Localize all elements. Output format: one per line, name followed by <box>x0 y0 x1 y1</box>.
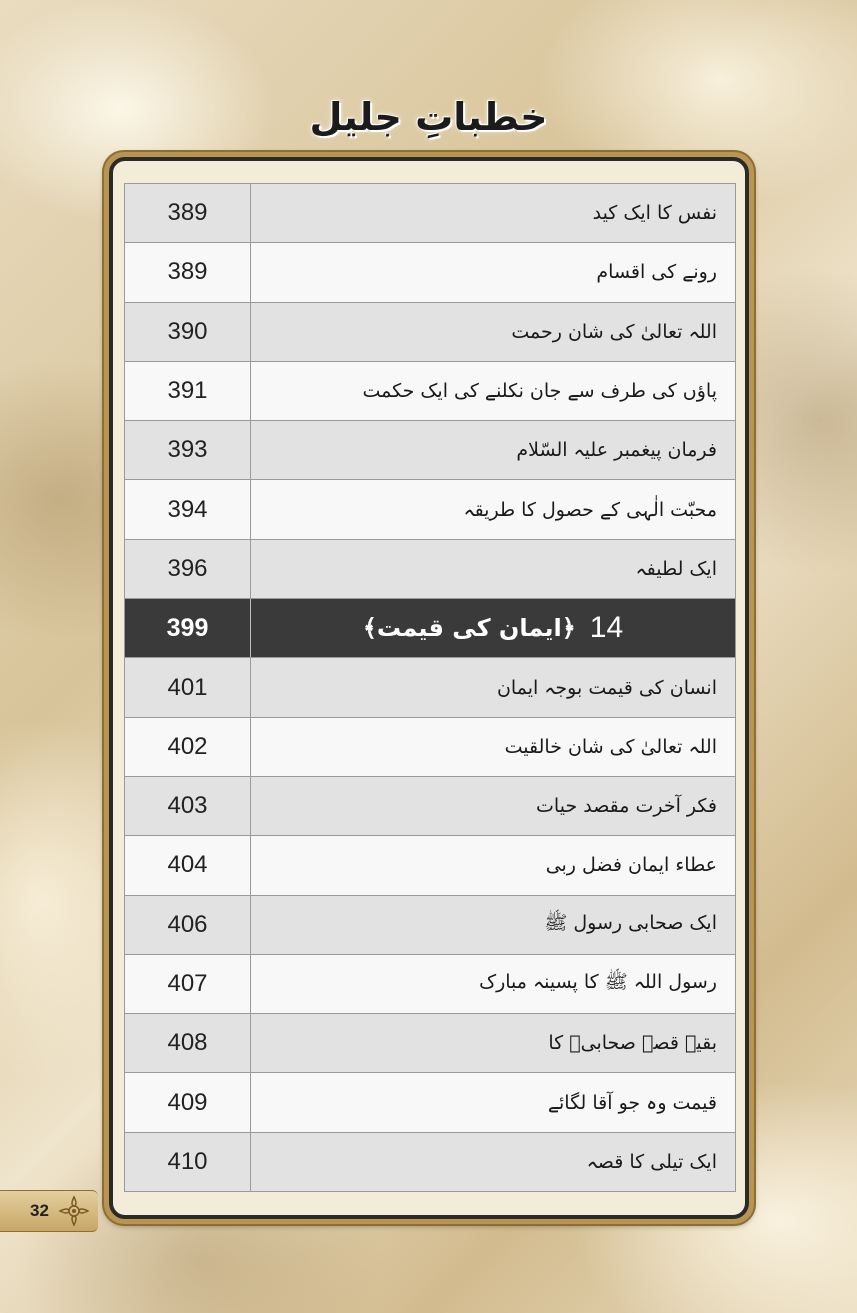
toc-entry-title: ایک تیلی کا قصہ <box>586 1150 717 1173</box>
toc-row[interactable] <box>124 836 736 895</box>
toc-page-number: 406 <box>125 896 251 954</box>
book-title: خطباتِ جلیل <box>309 95 548 139</box>
toc-row[interactable] <box>124 421 736 480</box>
toc-page-number: 389 <box>125 184 251 242</box>
chapter-page-number: 399 <box>125 599 251 657</box>
toc-row[interactable] <box>124 362 736 421</box>
toc-row[interactable] <box>124 303 736 362</box>
toc-row[interactable] <box>124 540 736 599</box>
toc-row[interactable] <box>124 184 736 243</box>
toc-row[interactable] <box>124 1133 736 1192</box>
toc-row[interactable] <box>124 718 736 777</box>
toc-page-number: 393 <box>125 421 251 479</box>
toc-entry-title: محبّت الٰہی کے حصول کا طریقہ <box>463 498 717 521</box>
toc-page-number: 410 <box>125 1133 251 1191</box>
toc-entry-title: ایک لطیفہ <box>635 557 717 580</box>
toc-entry-title: اللہ تعالیٰ کی شان رحمت <box>511 320 717 343</box>
toc-entry-title: نفس کا ایک کید <box>592 202 717 225</box>
toc-row[interactable] <box>124 480 736 539</box>
toc-row[interactable] <box>124 243 736 302</box>
toc-page-number: 403 <box>125 777 251 835</box>
toc-row[interactable] <box>124 1014 736 1073</box>
toc-page-number: 389 <box>125 243 251 301</box>
floral-ornament-icon <box>58 1195 90 1227</box>
toc-page-number: 396 <box>125 540 251 598</box>
table-of-contents <box>124 183 736 1192</box>
toc-row[interactable] <box>124 1073 736 1132</box>
toc-page-number: 408 <box>125 1014 251 1072</box>
toc-chapter-row[interactable] <box>124 599 736 658</box>
toc-page-number: 404 <box>125 836 251 894</box>
toc-row[interactable] <box>124 658 736 717</box>
page-number: 32 <box>30 1201 49 1220</box>
toc-entry-title: رسول اللہ ﷺ کا پسینہ مبارک <box>479 971 717 993</box>
toc-row[interactable] <box>124 955 736 1014</box>
toc-page-number: 409 <box>125 1073 251 1131</box>
chapter-heading <box>251 599 735 657</box>
toc-page-number: 390 <box>125 303 251 361</box>
toc-page-number: 391 <box>125 362 251 420</box>
toc-entry-title: پاؤں کی طرف سے جان نکلنے کی ایک حکمت <box>362 380 717 403</box>
toc-row[interactable] <box>124 777 736 836</box>
toc-entry-title: فکر آخرت مقصد حیات <box>536 795 717 818</box>
toc-entry-title: رونے کی اقسام <box>596 261 717 284</box>
page-number-tab <box>0 1190 98 1232</box>
toc-page-number: 407 <box>125 955 251 1013</box>
toc-entry-title: انسان کی قیمت بوجہ ایمان <box>496 676 717 699</box>
chapter-title: ﴿ایمان کی قیمت﴾ <box>362 614 576 643</box>
toc-page-number: 394 <box>125 480 251 538</box>
toc-page-number: 401 <box>125 658 251 716</box>
toc-entry-title: فرمان پیغمبر علیہ السّلام <box>516 439 717 462</box>
toc-entry-title: بقیہ قصہ صحابیؓ کا <box>548 1032 717 1055</box>
toc-entry-title: ایک صحابی رسول ﷺ <box>544 911 717 934</box>
toc-entry-title: عطاء ایمان فضل ربی <box>545 854 717 877</box>
toc-entry-title: قیمت وہ جو آقا لگائے <box>547 1091 717 1114</box>
toc-row[interactable] <box>124 896 736 955</box>
toc-page-number: 402 <box>125 718 251 776</box>
chapter-number: 14 <box>589 611 624 645</box>
toc-entry-title: اللہ تعالیٰ کی شان خالقیت <box>504 735 717 758</box>
